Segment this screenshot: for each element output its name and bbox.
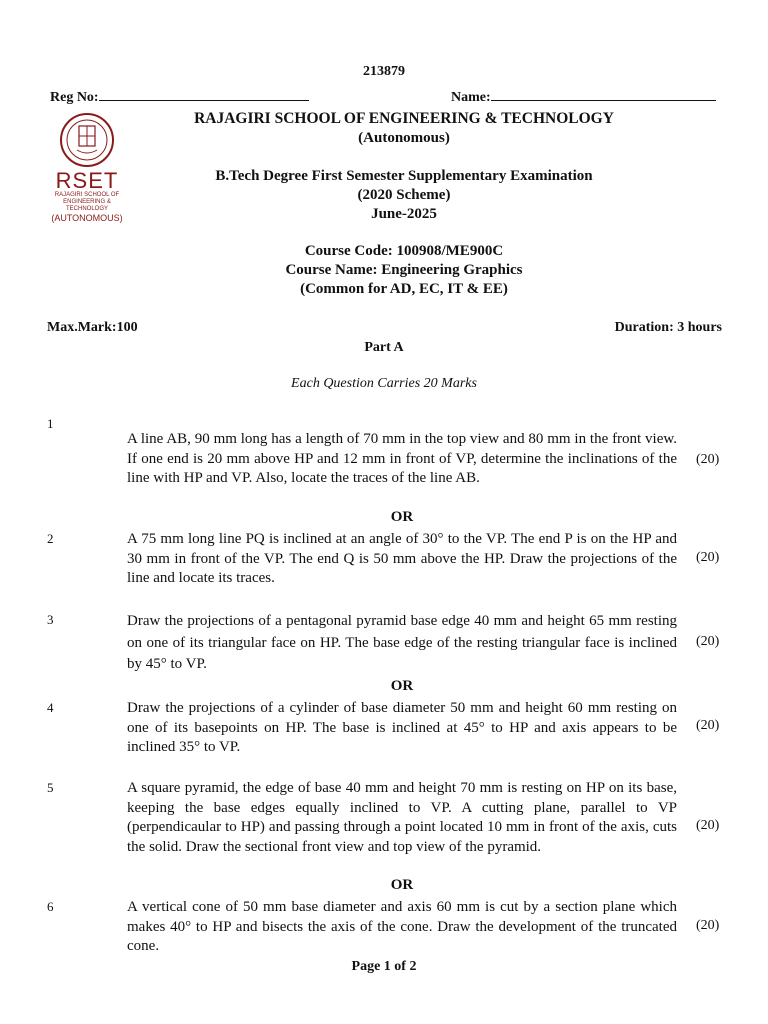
session: June-2025 <box>371 206 437 222</box>
logo-acronym: RSET <box>55 168 119 193</box>
common-for: (Common for AD, EC, IT & EE) <box>300 281 508 297</box>
logo-subtitle-1: RAJAGIRI SCHOOL OF <box>54 192 120 198</box>
name-field <box>451 87 716 106</box>
part-heading: Part A <box>364 340 404 355</box>
question-marks: (20) <box>696 818 720 833</box>
question-marks: (20) <box>696 452 720 467</box>
question-text: A square pyramid, the edge of base 40 mm and height 70 mm is resting on HP on its base, keeping the base edges equally inclined to VP. A cutting plane, parallel to VP (perpendicaular to HP) and passing through a point located 10 mm in front of the axis, cuts the solid. Draw the sectional front view and top view of the pyramid. <box>127 780 677 855</box>
reg-no-label: Reg No: <box>50 90 99 105</box>
logo-subtitle-3: (AUTONOMOUS) <box>51 213 123 223</box>
duration: Duration: 3 hours <box>614 320 722 335</box>
or-separator: OR <box>390 509 414 525</box>
paper-code: 213879 <box>363 64 405 79</box>
question-number: 6 <box>47 899 54 914</box>
question-text: A vertical cone of 50 mm base diameter and axis 60 mm is cut by a section plane which makes 40° to HP and bisects the axis of the cone. Draw the development of the truncated cone. <box>127 899 677 954</box>
reg-no-field <box>50 87 309 106</box>
course-name: Course Name: Engineering Graphics <box>285 262 523 278</box>
or-separator: OR <box>390 877 414 893</box>
question-number: 1 <box>47 416 54 431</box>
instruction: Each Question Carries 20 Marks <box>291 376 477 391</box>
question-marks: (20) <box>696 550 720 565</box>
question-marks: (20) <box>696 918 720 933</box>
page-footer: Page 1 of 2 <box>351 959 417 974</box>
logo-subtitle-2: ENGINEERING & TECHNOLOGY <box>63 199 111 212</box>
question-marks: (20) <box>696 634 720 649</box>
question-number: 4 <box>47 700 54 715</box>
question-text: A 75 mm long line PQ is inclined at an angle of 30° to the VP. The end P is on the HP and 30 mm in front of the VP. The end Q is 50 mm above the HP. Draw the projections of the line and locate its traces. <box>127 531 677 586</box>
autonomous-label: (Autonomous) <box>358 130 450 146</box>
question-number: 5 <box>47 780 54 795</box>
question-number: 3 <box>47 612 54 627</box>
question-text: A line AB, 90 mm long has a length of 70 mm in the top view and 80 mm in the front view. If one end is 20 mm above HP and 12 mm in front of VP, determine the inclinations of the line with HP and VP. Also, locate the traces of the line AB. <box>127 431 677 486</box>
or-separator: OR <box>390 678 414 694</box>
question-text: Draw the projections of a pentagonal pyramid base edge 40 mm and height 65 mm resting on one of its triangular face on HP. The base edge of the resting triangular face is inclined by 45° to VP. <box>127 613 677 672</box>
reg-no-blank <box>99 87 309 101</box>
name-blank <box>491 87 716 101</box>
course-code: Course Code: 100908/ME900C <box>304 243 504 259</box>
max-mark: Max.Mark:100 <box>47 320 138 335</box>
question-number: 2 <box>47 531 54 546</box>
exam-title: B.Tech Degree First Semester Supplementary Examination <box>215 168 593 184</box>
scheme: (2020 Scheme) <box>357 187 451 203</box>
name-label: Name: <box>451 90 491 105</box>
question-text: Draw the projections of a cylinder of base diameter 50 mm and height 60 mm resting on one of its basepoints on HP. The base is inclined at 45° to HP and axis appears to be inclined 35° to VP. <box>127 700 677 755</box>
question-marks: (20) <box>696 718 720 733</box>
institution-name: RAJAGIRI SCHOOL OF ENGINEERING & TECHNOLOGY <box>194 110 614 127</box>
